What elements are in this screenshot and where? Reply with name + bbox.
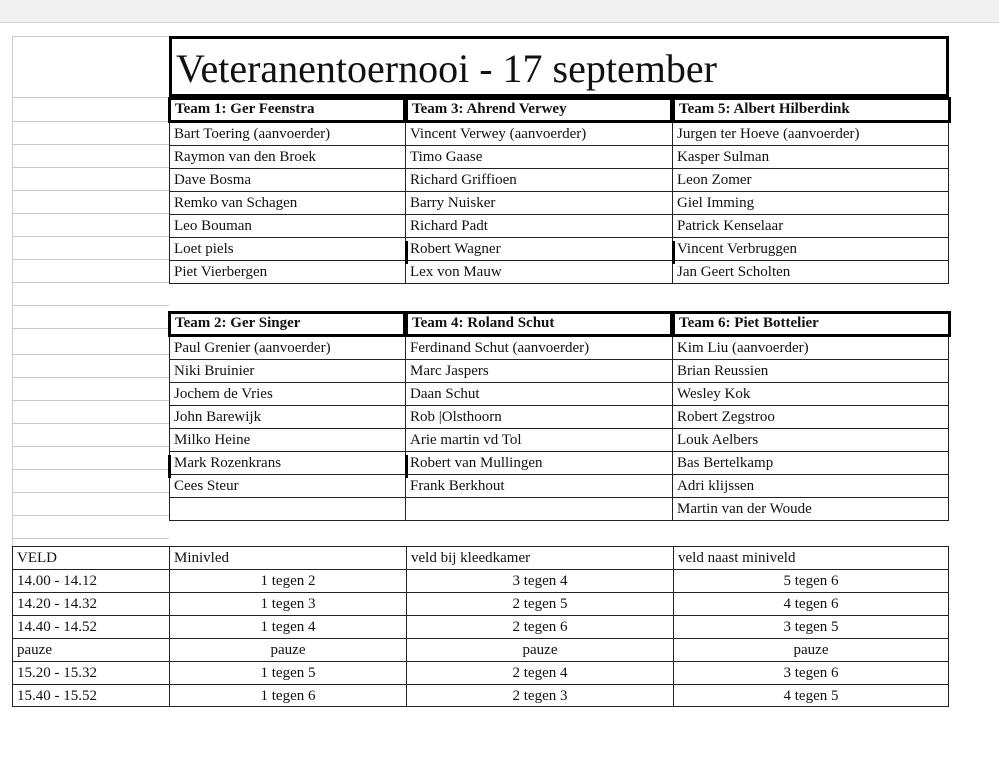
schedule-cell[interactable]: 1 tegen 2: [169, 569, 406, 592]
schedule-cell[interactable]: 3 tegen 6: [673, 661, 949, 684]
schedule-cell[interactable]: 4 tegen 5: [673, 684, 949, 707]
player-cell[interactable]: Rob |Olsthoorn: [406, 406, 673, 429]
grid-line: [12, 282, 169, 283]
teams_bottom-header-3: Team 6: Piet Bottelier: [672, 311, 951, 337]
player-cell[interactable]: Robert Zegstroo: [673, 406, 949, 429]
grid-line: [12, 213, 169, 214]
player-cell[interactable]: Martin van der Woude: [673, 498, 949, 521]
schedule-cell[interactable]: 2 tegen 3: [406, 684, 673, 707]
player-cell[interactable]: Leo Bouman: [169, 215, 406, 238]
teams_top-header-3: Team 5: Albert Hilberdink: [672, 97, 951, 123]
field-header-cell[interactable]: veld bij kleedkamer: [406, 546, 673, 569]
cell-accent: [405, 455, 408, 478]
player-cell[interactable]: Remko van Schagen: [169, 192, 406, 215]
field-header-cell[interactable]: veld naast miniveld: [673, 546, 949, 569]
player-cell[interactable]: Brian Reussien: [673, 360, 949, 383]
grid-line: [12, 423, 169, 424]
player-cell[interactable]: Arie martin vd Tol: [406, 429, 673, 452]
schedule-cell[interactable]: pauze: [169, 638, 406, 661]
player-cell[interactable]: Robert Wagner: [406, 238, 673, 261]
player-cell[interactable]: Jurgen ter Hoeve (aanvoerder): [673, 123, 949, 146]
schedule-cell[interactable]: 3 tegen 4: [406, 569, 673, 592]
schedule-cell[interactable]: 14.20 - 14.32: [12, 592, 169, 615]
player-cell[interactable]: Dave Bosma: [169, 169, 406, 192]
player-cell[interactable]: Bas Bertelkamp: [673, 452, 949, 475]
cell-accent: [168, 455, 171, 478]
grid-line: [12, 377, 169, 378]
player-cell[interactable]: Wesley Kok: [673, 383, 949, 406]
grid-line: [12, 97, 169, 98]
player-cell[interactable]: Vincent Verwey (aanvoerder): [406, 123, 673, 146]
player-cell[interactable]: Milko Heine: [169, 429, 406, 452]
player-cell[interactable]: Giel Imming: [673, 192, 949, 215]
schedule-cell[interactable]: 4 tegen 6: [673, 592, 949, 615]
schedule-cell[interactable]: 2 tegen 5: [406, 592, 673, 615]
grid-line: [12, 36, 169, 37]
grid-line: [12, 469, 169, 470]
player-cell[interactable]: Niki Bruinier: [169, 360, 406, 383]
player-cell[interactable]: Frank Berkhout: [406, 475, 673, 498]
player-cell[interactable]: Ferdinand Schut (aanvoerder): [406, 337, 673, 360]
player-cell[interactable]: Timo Gaase: [406, 146, 673, 169]
teams_top-header-2: Team 3: Ahrend Verwey: [405, 97, 673, 123]
page-title: Veteranentoernooi - 17 september: [169, 36, 949, 97]
schedule-cell[interactable]: 15.40 - 15.52: [12, 684, 169, 707]
player-cell[interactable]: Daan Schut: [406, 383, 673, 406]
schedule-cell[interactable]: 14.40 - 14.52: [12, 615, 169, 638]
schedule-cell[interactable]: 1 tegen 6: [169, 684, 406, 707]
grid-line: [12, 446, 169, 447]
player-cell[interactable]: Raymon van den Broek: [169, 146, 406, 169]
grid-line: [12, 492, 169, 493]
player-cell[interactable]: Jan Geert Scholten: [673, 261, 949, 284]
grid-line: [12, 328, 169, 329]
player-cell[interactable]: Marc Jaspers: [406, 360, 673, 383]
schedule-cell[interactable]: 2 tegen 6: [406, 615, 673, 638]
player-cell[interactable]: Richard Griffioen: [406, 169, 673, 192]
player-cell[interactable]: John Barewijk: [169, 406, 406, 429]
player-cell[interactable]: Vincent Verbruggen: [673, 238, 949, 261]
player-cell[interactable]: Adri klijssen: [673, 475, 949, 498]
schedule-cell[interactable]: 3 tegen 5: [673, 615, 949, 638]
cell-accent: [405, 241, 408, 264]
grid-line: [12, 190, 169, 191]
cell-accent: [672, 241, 675, 264]
field-header-cell[interactable]: VELD: [12, 546, 169, 569]
grid-line: [12, 121, 169, 122]
player-cell[interactable]: Kasper Sulman: [673, 146, 949, 169]
schedule-cell[interactable]: 1 tegen 4: [169, 615, 406, 638]
player-cell[interactable]: Richard Padt: [406, 215, 673, 238]
schedule-cell[interactable]: 15.20 - 15.32: [12, 661, 169, 684]
field-header-cell[interactable]: Minivled: [169, 546, 406, 569]
viewer-toolbar: [0, 0, 999, 23]
player-cell[interactable]: Patrick Kenselaar: [673, 215, 949, 238]
player-cell[interactable]: Loet piels: [169, 238, 406, 261]
grid-line: [12, 515, 169, 516]
player-cell[interactable]: Mark Rozenkrans: [169, 452, 406, 475]
teams_top-header-1: Team 1: Ger Feenstra: [168, 97, 406, 123]
grid-line: [12, 538, 169, 539]
player-cell[interactable]: Bart Toering (aanvoerder): [169, 123, 406, 146]
schedule-cell[interactable]: 1 tegen 5: [169, 661, 406, 684]
player-cell[interactable]: Cees Steur: [169, 475, 406, 498]
schedule-cell[interactable]: pauze: [12, 638, 169, 661]
schedule-cell[interactable]: pauze: [406, 638, 673, 661]
schedule-cell[interactable]: 14.00 - 14.12: [12, 569, 169, 592]
player-cell[interactable]: [406, 498, 673, 521]
schedule-cell[interactable]: pauze: [673, 638, 949, 661]
player-cell[interactable]: Leon Zomer: [673, 169, 949, 192]
player-cell[interactable]: Jochem de Vries: [169, 383, 406, 406]
teams_bottom-header-1: Team 2: Ger Singer: [168, 311, 406, 337]
grid-line: [12, 354, 169, 355]
player-cell[interactable]: Robert van Mullingen: [406, 452, 673, 475]
player-cell[interactable]: Kim Liu (aanvoerder): [673, 337, 949, 360]
player-cell[interactable]: Louk Aelbers: [673, 429, 949, 452]
grid-line: [12, 236, 169, 237]
schedule-cell[interactable]: 2 tegen 4: [406, 661, 673, 684]
grid-line: [12, 36, 13, 546]
schedule-cell[interactable]: 1 tegen 3: [169, 592, 406, 615]
player-cell[interactable]: Paul Grenier (aanvoerder): [169, 337, 406, 360]
player-cell[interactable]: Lex von Mauw: [406, 261, 673, 284]
player-cell[interactable]: Piet Vierbergen: [169, 261, 406, 284]
grid-line: [12, 167, 169, 168]
player-cell[interactable]: [169, 498, 406, 521]
grid-line: [12, 400, 169, 401]
schedule-cell[interactable]: 5 tegen 6: [673, 569, 949, 592]
grid-line: [12, 144, 169, 145]
grid-line: [12, 259, 169, 260]
player-cell[interactable]: Barry Nuisker: [406, 192, 673, 215]
grid-line: [12, 305, 169, 306]
teams_bottom-header-2: Team 4: Roland Schut: [405, 311, 673, 337]
